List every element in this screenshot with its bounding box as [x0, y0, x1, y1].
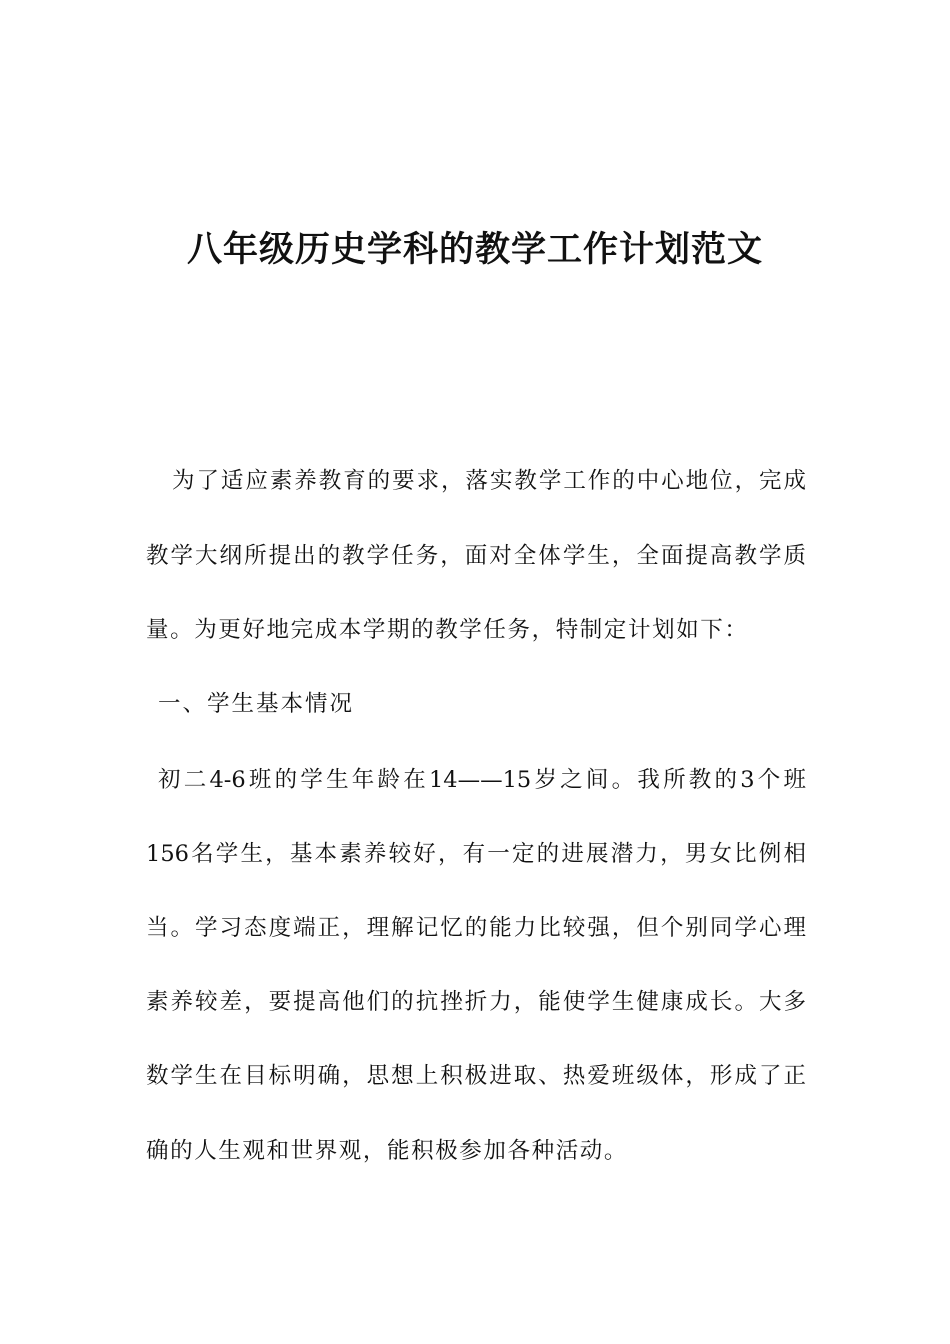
section-1-line-6: 确的人生观和世界观，能积极参加各种活动。 [146, 1138, 629, 1164]
intro-line-1: 为了适应素养教育的要求，落实教学工作的中心地位，完成 [172, 468, 806, 494]
section-1-line-1: 初二4-6班的学生年龄在14——15岁之间。我所教的3个班 [158, 767, 806, 793]
intro-line-3: 量。为更好地完成本学期的教学任务，特制定计划如下： [146, 617, 749, 643]
section-1-heading: 一、学生基本情况 [158, 691, 355, 717]
section-1-line-3: 当。学习态度端正，理解记忆的能力比较强，但个别同学心理 [146, 915, 806, 941]
section-1-line-5: 数学生在目标明确，思想上积极进取、热爱班级体，形成了正 [146, 1063, 806, 1089]
intro-line-2: 教学大纲所提出的教学任务，面对全体学生，全面提高教学质 [146, 543, 806, 569]
section-1-line-4: 素养较差，要提高他们的抗挫折力，能使学生健康成长。大多 [146, 989, 806, 1015]
document-title: 八年级历史学科的教学工作计划范文 [186, 230, 763, 270]
section-1-line-2: 156名学生，基本素养较好，有一定的进展潜力，男女比例相 [146, 841, 806, 867]
